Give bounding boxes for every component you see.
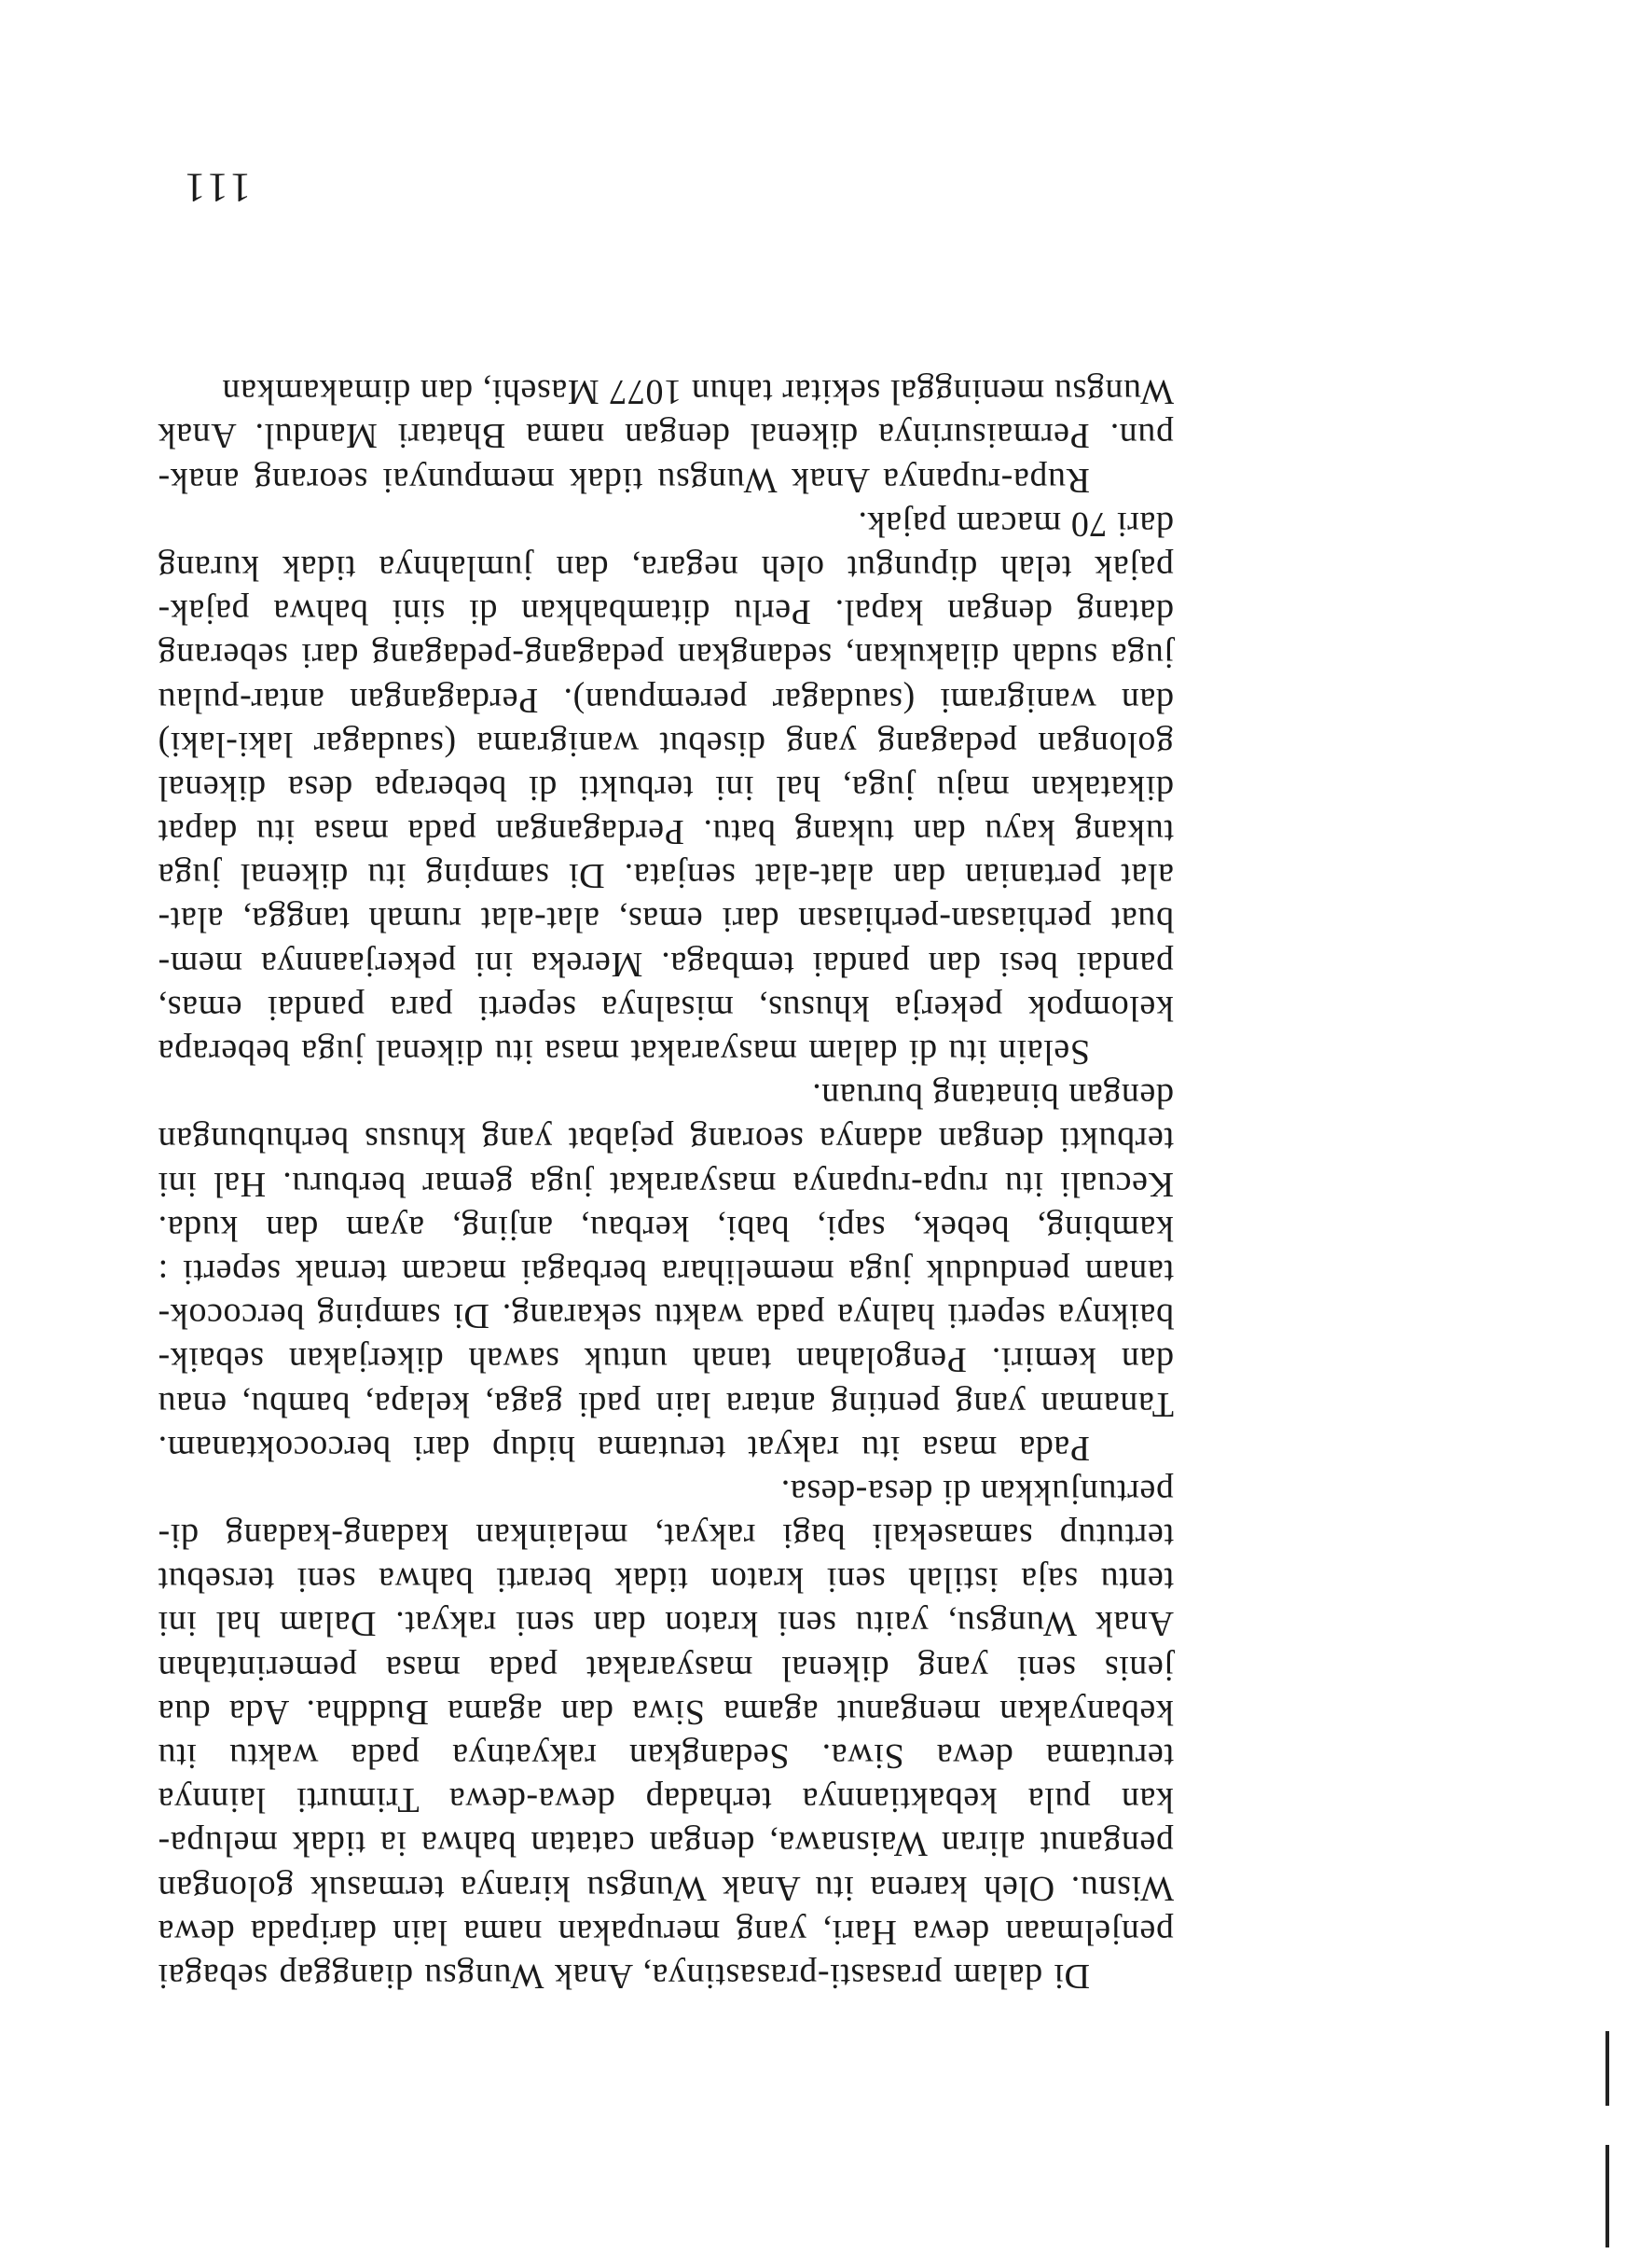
text-line: pandai besi dan pandai tembaga. Mereka ini pekerjaannya mem-	[158, 944, 1174, 984]
text-line: juga sudah dilakukan, sedangkan pedagang-pedagang dari seberang	[158, 636, 1174, 676]
body-text	[158, 369, 1174, 1998]
page-number: 111	[181, 165, 251, 211]
text-line: pertunjukkan di desa-desa.	[780, 1472, 1174, 1512]
text-line: Wungsu meninggal sekitar tahun 1077 Masehi, dan dimakamkan	[221, 372, 1174, 412]
text-line: baiknya seperti halnya pada waktu sekarang. Di samping bercocok-	[158, 1296, 1174, 1336]
text-line: tukang kayu dan tukang batu. Perdagangan pada masa itu dapat	[158, 812, 1174, 852]
text-line: Selain itu di dalam masyarakat masa itu dikenal juga beberapa	[158, 1032, 1090, 1072]
text-line: penjelmaan dewa Hari, yang merupakan nama lain daripada dewa	[158, 1912, 1174, 1952]
text-line: pajak telah dipungut oleh negara, dan jumlahnya tidak kurang	[158, 548, 1174, 588]
text-line: pun. Permaisurinya dikenal dengan nama Bhatari Mandul. Anak	[158, 416, 1174, 456]
text-line: buat perhiasan-perhiasan dari emas, alat-alat rumah tangga, alat-	[158, 900, 1174, 940]
text-line: Anak Wungsu, yaitu seni kraton dan seni rakyat. Dalam hal ini	[158, 1604, 1174, 1644]
text-line: datang dengan kapal. Perlu ditambahkan di sini bahwa pajak-	[158, 592, 1174, 632]
text-line: golongan pedagang yang disebut wanigrama (saudagar laki-laki)	[158, 724, 1174, 764]
text-line: dikatakan maju juga, hal ini terbukti di beberapa desa dikenal	[158, 768, 1174, 808]
text-line: Di dalam prasasti-prasastinya, Anak Wungsu dianggap sebagai	[158, 1957, 1090, 1996]
text-line: jenis seni yang dikenal masyarakat pada masa pemerintahan	[158, 1648, 1174, 1688]
text-line: tanam penduduk juga memelihara berbagai macam ternak seperti :	[158, 1252, 1174, 1292]
text-line: alat pertanian dan alat-alat senjata. Di samping itu dikenal juga	[158, 856, 1174, 896]
text-line: Tanaman yang penting antara lain padi gaga, kelapa, bambu, enau	[158, 1384, 1174, 1424]
text-line: dari 70 macam pajak.	[857, 504, 1174, 544]
text-line: kan pula kebaktiannya terhadap dewa-dewa Trimurti lainnya	[158, 1780, 1174, 1820]
text-line: dan wanigrami (saudagar perempuan). Perdagangan antar-pulau	[158, 680, 1174, 720]
text-line: tertutup samasekali bagi rakyat, melainkan kadang-kadang di-	[158, 1516, 1174, 1556]
text-line: kebanyakan menganut agama Siwa dan agama Buddha. Ada dua	[158, 1692, 1174, 1732]
text-line: Kecuali itu rupa-rupanya masyarakat juga gemar berburu. Hal ini	[158, 1164, 1174, 1204]
text-line: dan kemiri. Pengolahan tanah untuk sawah dikerjakan sebaik-	[158, 1340, 1174, 1380]
text-line: dengan binatang buruan.	[811, 1076, 1174, 1116]
text-line: Rupa-rupanya Anak Wungsu tidak mempunyai seorang anak-	[158, 460, 1090, 500]
text-line: terutama dewa Siwa. Sedangkan rakyatnya pada waktu itu	[158, 1736, 1174, 1777]
text-line: tentu saja istilah seni kraton tidak berarti bahwa seni tersebut	[158, 1560, 1174, 1600]
text-line: kelompok pekerja khusus, misalnya seperti para pandai emas,	[158, 988, 1174, 1028]
text-line: penganut aliran Waisnawa, dengan catatan bahwa ia tidak melupa-	[158, 1824, 1174, 1864]
scan-edge-mark	[1605, 2145, 1609, 2247]
text-line: kambing, bebek, sapi, babi, kerbau, anjing, ayam dan kuda.	[158, 1208, 1174, 1248]
scan-edge-mark	[1605, 2031, 1609, 2106]
text-line: Pada masa itu rakyat terutama hidup dari bercocoktanam.	[158, 1428, 1090, 1468]
text-line: terbukti dengan adanya seorang pejabat yang khusus berhubungan	[158, 1120, 1174, 1160]
text-line: Wisnu. Oleh karena itu Anak Wungsu kiranya termasuk golongan	[158, 1868, 1174, 1908]
